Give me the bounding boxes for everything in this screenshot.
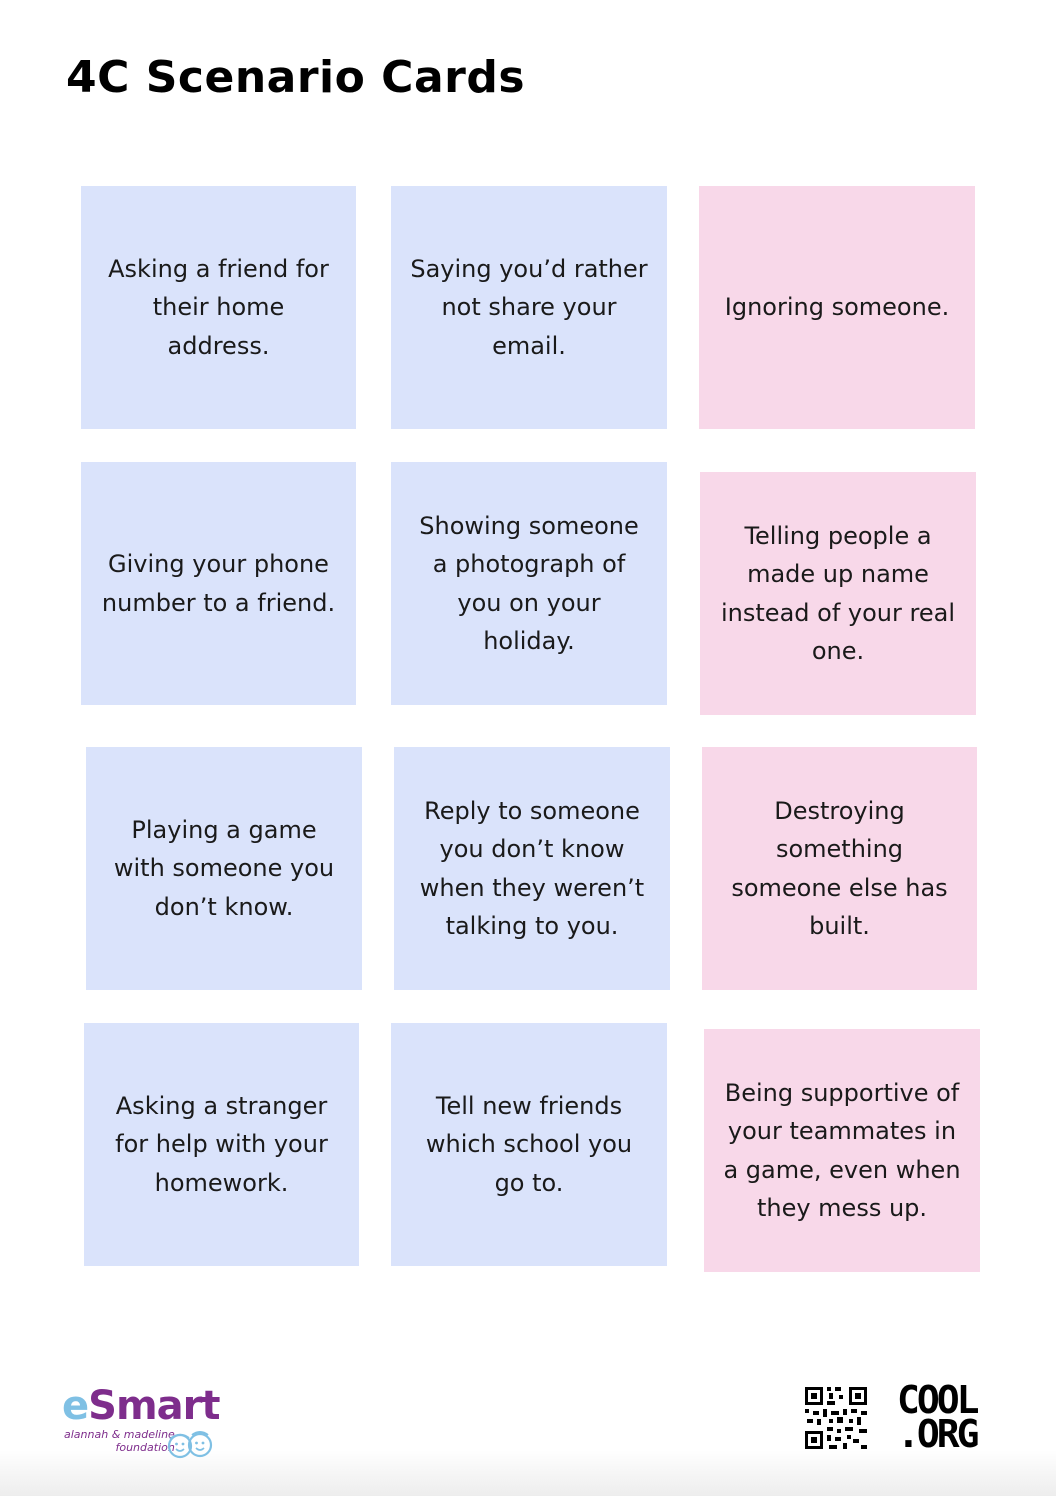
qr-code-icon xyxy=(803,1385,869,1451)
card-text: Ignoring someone. xyxy=(724,293,950,322)
scenario-card xyxy=(81,186,356,429)
scenario-card xyxy=(86,747,362,990)
scenario-card xyxy=(391,1023,667,1266)
scenario-card xyxy=(84,1023,359,1266)
card-text: Destroying something someone else has built. xyxy=(731,796,948,940)
scenario-card xyxy=(704,1029,980,1272)
card-text: Showing someone a photograph of you on your holiday. xyxy=(419,511,639,655)
foundation-line-2: foundation xyxy=(115,1441,175,1454)
cool-logo-line-2: .ORG xyxy=(897,1412,977,1456)
foundation-name xyxy=(64,1428,175,1454)
scenario-card xyxy=(391,462,667,705)
card-text: Being supportive of your teammates in a game, even when they mess up. xyxy=(723,1078,961,1222)
scenario-card xyxy=(391,186,667,429)
scenario-card xyxy=(700,472,976,715)
foundation-line-1: alannah & madeline xyxy=(64,1428,175,1441)
page-title: 4C Scenario Cards xyxy=(66,52,526,103)
card-text: Playing a game with someone you don’t know. xyxy=(113,815,335,921)
card-text: Asking a friend for their home address. xyxy=(108,254,329,360)
card-text: Saying you’d rather not share your email. xyxy=(410,254,648,360)
card-text: Tell new friends which school you go to. xyxy=(425,1091,633,1197)
card-text: Giving your phone number to a friend. xyxy=(101,550,336,617)
scenario-card xyxy=(702,747,977,990)
card-text: Telling people a made up name instead of your real one. xyxy=(721,521,955,665)
esmart-wordmark xyxy=(62,1384,219,1428)
cool-logo-line-1: COOL xyxy=(897,1378,977,1422)
card-text: Asking a stranger for help with your homework. xyxy=(115,1091,328,1197)
cool-org-logo xyxy=(897,1378,1002,1456)
esmart-wordmark-rest: Smart xyxy=(88,1383,220,1429)
scenario-card xyxy=(81,462,356,705)
esmart-logo xyxy=(62,1384,232,1464)
card-text: Reply to someone you don’t know when they weren’t talking to you. xyxy=(419,796,645,940)
esmart-wordmark-e: e xyxy=(62,1383,89,1429)
children-faces-icon xyxy=(162,1426,220,1462)
scenario-card xyxy=(699,186,975,429)
scenario-card xyxy=(394,747,670,990)
